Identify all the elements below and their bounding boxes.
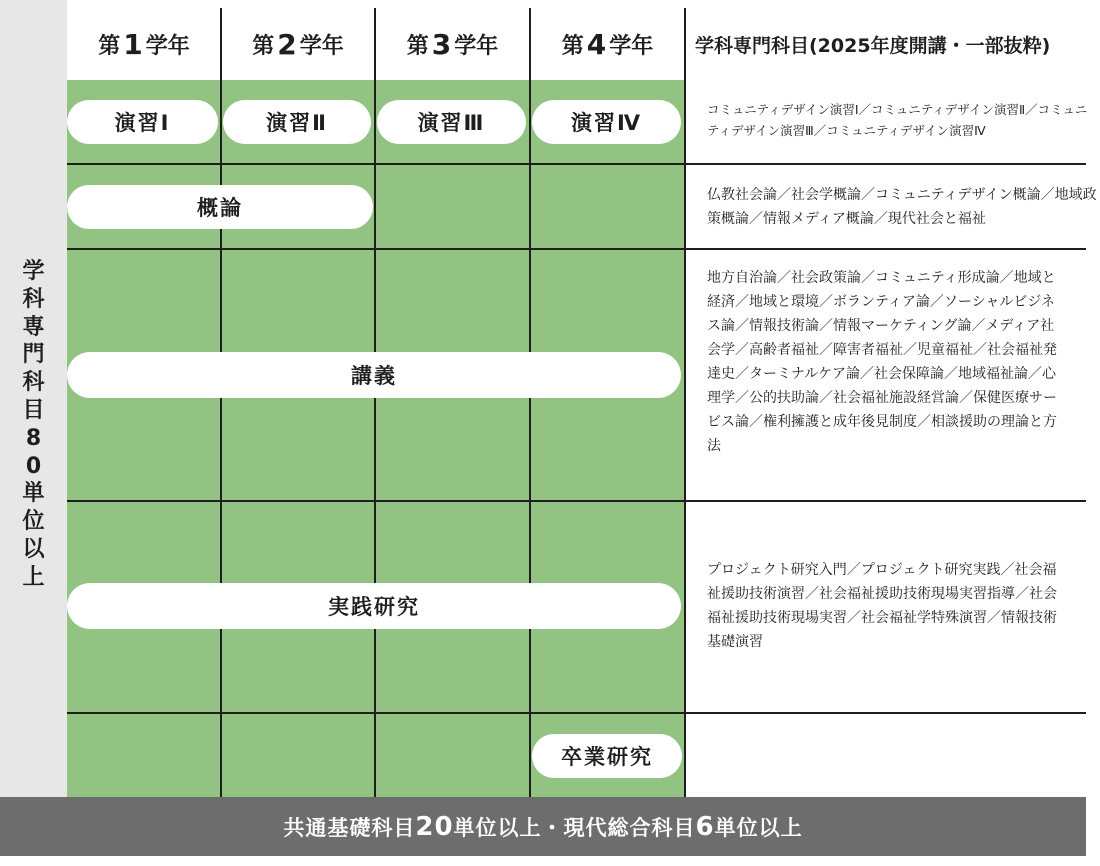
subjects-lecture: 地方自治論／社会政策論／コミュニティ形成論／地域と経済／地域と環境／ボランティア論／ソーシャルビジネス論／情報技術論／情報マーケティング論／メディア社会学／高齢者福祉／障害者福祉／児童福祉／社会福祉発達史／ターミナルケア論／社会保障論／地域福祉論／心理学／公的扶助論／社会福祉施設経営論／保健医療サービス論／権利擁護と成年後見制度／相談援助の理論と方法 bbox=[707, 270, 1057, 454]
grid-line bbox=[684, 8, 686, 797]
header-year-1: 第 1 学年 bbox=[98, 27, 190, 61]
subjects-practice-research: プロジェクト研究入門／プロジェクト研究実践／社会福祉援助技術演習／社会福祉援助技術現場実習指導／社会福祉援助技術現場実習／社会福祉学特殊演習／情報技術基礎演習 bbox=[707, 562, 1057, 650]
side-label: 学科専門科目80単位以上 bbox=[22, 259, 45, 590]
pill-seminar-1: 演習Ⅰ bbox=[67, 100, 218, 144]
grid-line bbox=[220, 8, 222, 797]
grid-line bbox=[67, 500, 1086, 502]
grid-line bbox=[374, 8, 376, 797]
header-year-4: 第 4 学年 bbox=[561, 27, 654, 61]
pill-graduation-research: 卒業研究 bbox=[532, 734, 682, 778]
header-subjects: 学科専門科目(2025年度開講・一部抜粋) bbox=[695, 34, 1051, 57]
pill-seminar-3: 演習Ⅲ bbox=[377, 100, 526, 144]
grid-line bbox=[529, 8, 531, 797]
header-year-3: 第 3 学年 bbox=[406, 27, 499, 61]
pill-overview: 概論 bbox=[67, 185, 373, 229]
grid-line bbox=[67, 712, 1086, 714]
subjects-seminar: コミュニティデザイン演習Ⅰ／コミュニティデザイン演習Ⅱ／コミュニティデザイン演習Ⅲ／コミュニティデザイン演習Ⅳ bbox=[707, 102, 1088, 138]
subjects-overview: 仏教社会論／社会学概論／コミュニティデザイン概論／地域政策概論／情報メディア概論／現代社会と福祉 bbox=[707, 187, 1097, 227]
pill-seminar-2: 演習Ⅱ bbox=[223, 100, 371, 144]
pill-lecture: 講義 bbox=[67, 352, 681, 398]
pill-practice-research: 実践研究 bbox=[67, 583, 681, 629]
grid-line bbox=[67, 248, 1086, 250]
grid-line bbox=[67, 163, 1086, 165]
footer-requirements: 共通基礎科目 20 単位以上・現代総合科目 6 単位以上 bbox=[0, 797, 1086, 856]
header-year-2: 第 2 学年 bbox=[252, 27, 344, 61]
pill-seminar-4: 演習Ⅳ bbox=[532, 100, 681, 144]
